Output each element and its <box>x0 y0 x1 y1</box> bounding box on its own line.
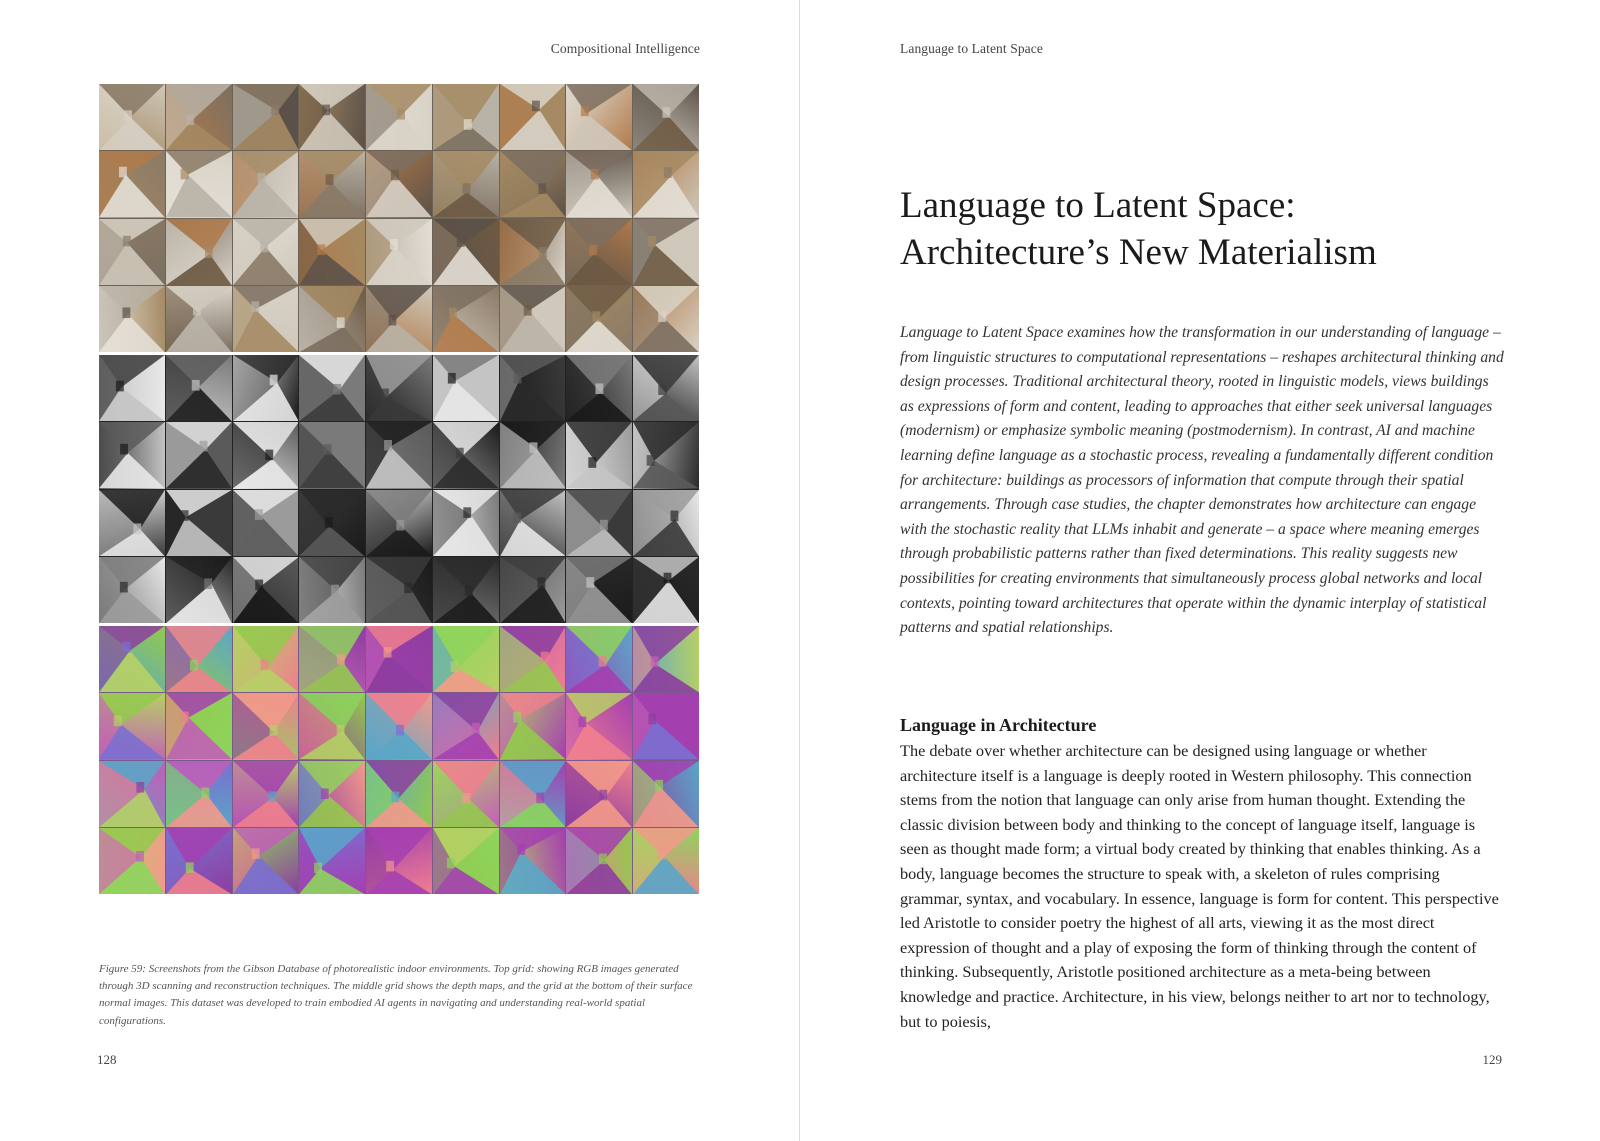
depth-tile <box>500 422 566 488</box>
normal-tile <box>299 626 365 692</box>
rgb-tile <box>500 84 566 150</box>
rgb-tile <box>433 219 499 285</box>
normal-tile <box>633 626 699 692</box>
rgb-tile <box>566 219 632 285</box>
normal-tile <box>166 761 232 827</box>
normal-tile <box>566 693 632 759</box>
depth-tile <box>299 557 365 623</box>
depth-tile <box>566 557 632 623</box>
rgb-tile <box>299 84 365 150</box>
normal-tile <box>233 828 299 894</box>
depth-tile <box>633 557 699 623</box>
rgb-tile <box>233 84 299 150</box>
normal-tile <box>299 761 365 827</box>
normal-tile <box>500 693 566 759</box>
rgb-tile <box>500 151 566 217</box>
rgb-tile <box>166 151 232 217</box>
normal-tile <box>99 761 165 827</box>
depth-tile <box>500 557 566 623</box>
depth-tile <box>233 490 299 556</box>
chapter-title <box>900 182 1540 276</box>
depth-tile <box>433 490 499 556</box>
rgb-tile <box>233 219 299 285</box>
normal-tile <box>233 693 299 759</box>
rgb-tile <box>299 286 365 352</box>
running-head-right: Language to Latent Space <box>900 41 1043 56</box>
normal-tile <box>433 761 499 827</box>
depth-tile <box>166 490 232 556</box>
depth-tile <box>99 422 165 488</box>
rgb-tile <box>366 219 432 285</box>
depth-tile <box>299 422 365 488</box>
depth-tile <box>299 490 365 556</box>
rgb-tile <box>633 151 699 217</box>
rgb-tile <box>299 151 365 217</box>
depth-tile <box>166 422 232 488</box>
normal-tile <box>500 761 566 827</box>
body-paragraph: The debate over whether architecture can be designed using language or whether architecture itself is a language is deeply rooted in Western philosophy. This connection stems from the notion that language can only arise from human thought. Extending the classic division between body and thinking to the concept of language itself, language is seen as thought made form; a virtual body created by thinking that enables thinking. As a body, language becomes the structure to speak with, a skeleton of rules comprising grammar, syntax, and vocabulary. In essence, language is form for content. This perspective led Aristotle to consider poetry the highest of all arts, viewing it as the most direct expression of thought and a play of exposing the form of thinking through the content of thinking. Subsequently, Aristotle positioned architecture as a meta-being between knowledge and practice. Architecture, in his view, belongs neither to art nor to technology, but to poiesis, <box>900 741 1499 1031</box>
depth-tile <box>566 355 632 421</box>
rgb-tile <box>99 286 165 352</box>
rgb-tile <box>500 286 566 352</box>
depth-tile <box>99 355 165 421</box>
page-number-left: 128 <box>97 1052 117 1067</box>
normal-tile <box>99 828 165 894</box>
normal-tile <box>500 828 566 894</box>
depth-tile <box>366 557 432 623</box>
normal-tile <box>433 626 499 692</box>
depth-tile <box>433 355 499 421</box>
depth-tile <box>566 422 632 488</box>
rgb-tile <box>433 286 499 352</box>
depth-tile <box>233 355 299 421</box>
depth-tile <box>233 557 299 623</box>
chapter-title-line-1: Language to Latent Space: <box>900 185 1296 226</box>
rgb-tile <box>566 84 632 150</box>
rgb-tile <box>99 84 165 150</box>
figure-image-grid <box>99 84 699 894</box>
depth-tile <box>566 490 632 556</box>
depth-tile <box>99 557 165 623</box>
rgb-tile <box>433 84 499 150</box>
running-head-left: Compositional Intelligence <box>550 41 700 56</box>
normal-tile <box>566 761 632 827</box>
rgb-tile <box>500 219 566 285</box>
rgb-tile <box>299 219 365 285</box>
normal-tile <box>99 693 165 759</box>
normal-tile <box>633 761 699 827</box>
depth-tile <box>99 490 165 556</box>
rgb-tile <box>566 286 632 352</box>
page-gutter <box>799 0 800 1141</box>
normal-tile <box>366 761 432 827</box>
normal-tile <box>366 626 432 692</box>
figure-caption: Figure 59: Screenshots from the Gibson Database of photorealistic indoor environments. Top grid: showing RGB images generated through 3D scanning and reconstruction techniques. The middle grid shows the depth maps, and the grid at the bottom of their surface normal images. This dataset was developed to train embodied AI agents in navigating and understanding real-world spatial configurations. <box>99 963 693 1027</box>
rgb-tile <box>633 286 699 352</box>
chapter-abstract: Language to Latent Space examines how the transformation in our understanding of language – from linguistic structures to computational representations – reshapes architectural thinking and design processes. Traditional architectural theory, rooted in linguistic models, views buildings as expressions of form and content, leading to approaches that either seek universal languages (modernism) or emphasize symbolic meaning (postmodernism). In contrast, AI and machine learning define language as a stochastic process, revealing a fundamentally different condition for architecture: buildings as processors of information that compute through their spatial arrangements. Through case studies, the chapter demonstrates how architecture can engage with the stochastic reality that LLMs inhabit and generate – a space where meaning emerges through probabilistic patterns rather than fixed determinations. This reality suggests new possibilities for creating environments that simultaneously process global networks and local contexts, pointing toward architectures that operate within the dynamic interplay of statistical patterns and spatial relationships. <box>900 324 1504 637</box>
rgb-image-grid <box>99 84 699 352</box>
normal-tile <box>233 761 299 827</box>
normal-tile <box>99 626 165 692</box>
depth-tile <box>500 490 566 556</box>
normal-tile <box>433 828 499 894</box>
depth-tile <box>500 355 566 421</box>
depth-tile <box>633 422 699 488</box>
rgb-tile <box>166 219 232 285</box>
rgb-tile <box>99 151 165 217</box>
rgb-tile <box>566 151 632 217</box>
depth-tile <box>166 355 232 421</box>
surface-normal-grid <box>99 626 699 894</box>
normal-tile <box>299 828 365 894</box>
normal-tile <box>233 626 299 692</box>
normal-tile <box>166 626 232 692</box>
normal-tile <box>299 693 365 759</box>
normal-tile <box>633 693 699 759</box>
depth-tile <box>233 422 299 488</box>
depth-tile <box>433 422 499 488</box>
normal-tile <box>566 626 632 692</box>
rgb-tile <box>366 84 432 150</box>
normal-tile <box>366 828 432 894</box>
normal-tile <box>166 693 232 759</box>
rgb-tile <box>233 151 299 217</box>
page-number-right: 129 <box>1482 1052 1502 1067</box>
depth-tile <box>299 355 365 421</box>
section-heading: Language in Architecture <box>900 715 1097 735</box>
normal-tile <box>500 626 566 692</box>
depth-tile <box>633 355 699 421</box>
rgb-tile <box>633 84 699 150</box>
depth-tile <box>366 490 432 556</box>
normal-tile <box>166 828 232 894</box>
rgb-tile <box>166 286 232 352</box>
depth-map-grid <box>99 355 699 623</box>
rgb-tile <box>233 286 299 352</box>
rgb-tile <box>366 286 432 352</box>
depth-tile <box>633 490 699 556</box>
rgb-tile <box>633 219 699 285</box>
depth-tile <box>366 422 432 488</box>
rgb-tile <box>433 151 499 217</box>
normal-tile <box>366 693 432 759</box>
normal-tile <box>566 828 632 894</box>
rgb-tile <box>99 219 165 285</box>
depth-tile <box>433 557 499 623</box>
depth-tile <box>366 355 432 421</box>
normal-tile <box>433 693 499 759</box>
normal-tile <box>633 828 699 894</box>
depth-tile <box>166 557 232 623</box>
rgb-tile <box>366 151 432 217</box>
chapter-title-line-2: Architecture’s New Materialism <box>900 232 1377 273</box>
rgb-tile <box>166 84 232 150</box>
